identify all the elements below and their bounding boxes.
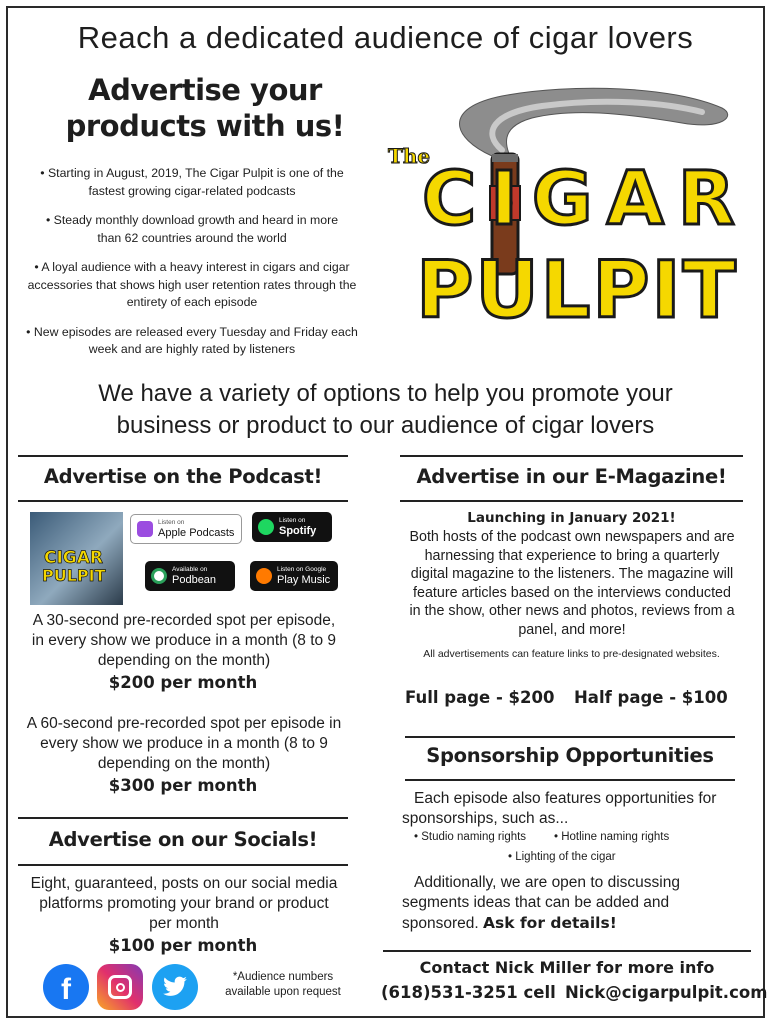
- facebook-icon[interactable]: f: [43, 964, 89, 1010]
- thumb-line2: PULPIT: [42, 566, 106, 585]
- google-play-music-icon: [256, 568, 272, 584]
- podbean-icon: [151, 568, 167, 584]
- apple-podcasts-badge[interactable]: [130, 514, 242, 544]
- divider: [18, 500, 348, 502]
- divider: [405, 779, 735, 781]
- sponsorship-item: • Studio naming rights: [414, 831, 527, 843]
- google-play-music-badge[interactable]: [250, 561, 338, 591]
- contact-heading: Contact Nick Miller for more info: [419, 958, 715, 977]
- badge-big-text: Spotify: [279, 525, 317, 537]
- intro-bullet: • A loyal audience with a heavy interest in cigars and cigar accessories that shows high user retention rates through the entirety of each episode: [27, 260, 357, 309]
- intro-bullet: • Steady monthly download growth and heard in more than 62 countries around the world: [45, 213, 339, 245]
- advertise-heading-line1: Advertise your: [88, 73, 322, 107]
- divider: [18, 864, 348, 866]
- sponsorship-item: • Hotline naming rights: [554, 831, 670, 843]
- badge-small-text: Listen on: [279, 517, 306, 524]
- ask-for-details: Ask for details!: [483, 914, 617, 932]
- intro-bullet: • Starting in August, 2019, The Cigar Pulpit is one of the fastest growing cigar-related podcasts: [40, 166, 344, 198]
- badge-small-text: Listen on Google: [277, 566, 327, 573]
- divider: [18, 455, 348, 457]
- twitter-icon[interactable]: [152, 964, 198, 1010]
- advertise-heading-line2: products with us!: [65, 109, 345, 143]
- spot60-text: A 60-second pre-recorded spot per episode in every show we produce in a month (8 to 9 depending on the month): [26, 715, 342, 772]
- emag-full-page-price: Full page - $200: [405, 688, 555, 707]
- variety-line1: We have a variety of options to help you promote your: [98, 380, 673, 407]
- badge-big-text: Apple Podcasts: [158, 527, 235, 539]
- badge-small-text: Available on: [172, 566, 208, 573]
- spot30-price: $200 per month: [108, 673, 258, 692]
- emag-text: Both hosts of the podcast own newspapers and are harnessing that experience to bring a quarterly digital magazine to the listeners. The magazine will feature articles based on the interviews conducted in the show, other news and photos, reviews from a panel, and more!: [409, 529, 735, 638]
- sponsorship-more: [402, 873, 734, 934]
- variety-line2: business or product to our audience of cigar lovers: [116, 412, 655, 439]
- divider: [18, 817, 348, 819]
- emag-half-page-price: Half page - $100: [574, 688, 728, 707]
- divider: [405, 736, 735, 738]
- variety-text: [20, 378, 751, 442]
- spotify-badge[interactable]: [252, 512, 332, 542]
- socials-section-title: Advertise on our Socials!: [48, 828, 318, 851]
- divider: [400, 455, 743, 457]
- badge-big-text: Podbean: [172, 574, 217, 586]
- podcast-thumbnail: [30, 512, 123, 605]
- cigar-pulpit-logo: [382, 78, 752, 363]
- apple-podcasts-icon: [137, 521, 153, 537]
- thumb-line1: CIGAR: [44, 548, 104, 568]
- podbean-badge[interactable]: [145, 561, 235, 591]
- contact-phone[interactable]: (618)531-3251 cell: [381, 983, 556, 1002]
- sponsorship-more-text: Additionally, we are open to discussing segments ideas that can be added and sponsored.: [402, 874, 680, 932]
- instagram-icon[interactable]: [97, 964, 143, 1010]
- spot60-price: $300 per month: [108, 776, 258, 795]
- emag-links-note: All advertisements can feature links to pre-designated websites.: [423, 648, 720, 660]
- socials-text: Eight, guaranteed, posts on our social media platforms promoting your brand or product per month: [30, 875, 338, 932]
- page-title: Reach a dedicated audience of cigar lovers: [77, 20, 694, 55]
- badge-big-text: Play Music: [277, 574, 331, 586]
- intro-bullets: [24, 165, 360, 371]
- sponsorship-item: • Lighting of the cigar: [508, 851, 616, 863]
- spotify-icon: [258, 519, 274, 535]
- badge-small-text: Listen on: [158, 519, 185, 526]
- contact-email[interactable]: Nick@cigarpulpit.com: [565, 983, 768, 1002]
- logo-line2: PULPIT: [416, 246, 738, 336]
- socials-price: $100 per month: [108, 936, 258, 955]
- divider: [400, 500, 743, 502]
- advertise-heading: [40, 72, 370, 144]
- audience-note: *Audience numbers available upon request: [225, 971, 341, 998]
- intro-bullet: • New episodes are released every Tuesday and Friday each week and are highly rated by listeners: [26, 324, 358, 356]
- divider: [383, 950, 751, 952]
- podcast-section-title: Advertise on the Podcast!: [43, 465, 323, 488]
- logo-the: The: [388, 144, 431, 168]
- sponsorship-intro: Each episode also features opportunities for sponsorships, such as...: [402, 790, 717, 827]
- spot30-text: A 30-second pre-recorded spot per episode, in every show we produce in a month (8 to 9 depending on the month): [31, 612, 337, 669]
- emag-section-title: Advertise in our E-Magazine!: [416, 465, 727, 488]
- emag-launch: Launching in January 2021!: [467, 510, 676, 526]
- logo-line1: CIGAR: [422, 156, 749, 242]
- sponsorship-section-title: Sponsorship Opportunities: [426, 744, 714, 767]
